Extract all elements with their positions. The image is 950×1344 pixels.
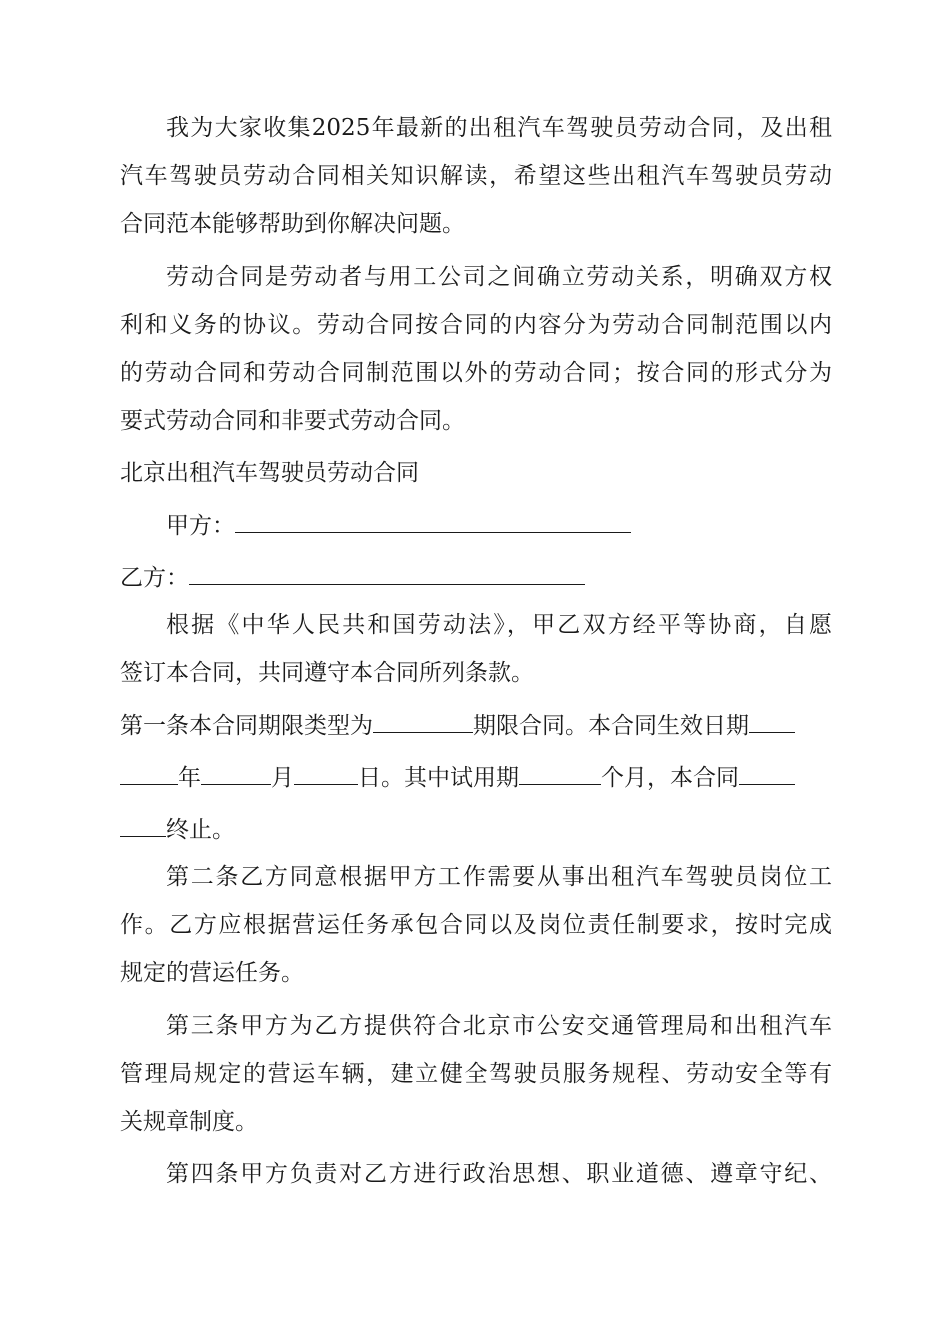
intro-p2-line-3: 的劳动合同和劳动合同制范围以外的劳动合同；按合同的形式分为 [120, 360, 832, 386]
article-1-line-2 [120, 762, 832, 793]
article-4-line-1: 第四条甲方负责对乙方进行政治思想、职业道德、遵章守纪、 [166, 1161, 832, 1187]
art1-text-a: 第一条本合同期限类型为 [120, 713, 373, 739]
end-date-blank [739, 762, 795, 785]
effective-date-blank [749, 710, 795, 733]
probation-blank [519, 762, 601, 785]
article-1-line-3 [120, 814, 832, 845]
party-a-line [166, 510, 832, 541]
party-b-blank [189, 562, 585, 585]
party-b-line [120, 562, 832, 593]
article-2-line-3: 规定的营运任务。 [120, 960, 304, 986]
party-a-label: 甲方： [166, 513, 235, 539]
end-label: 终止。 [166, 817, 235, 843]
party-a-blank [235, 510, 631, 533]
contract-type-blank [373, 710, 473, 733]
intro-p2-line-1: 劳动合同是劳动者与用工公司之间确立劳动关系，明确双方权 [166, 264, 832, 290]
preamble-line-2: 签订本合同，共同遵守本合同所列条款。 [120, 660, 534, 686]
month-label: 月 [271, 765, 294, 791]
year-blank [120, 762, 178, 785]
article-1-line-1 [120, 710, 832, 741]
article-3-line-3: 关规章制度。 [120, 1109, 258, 1135]
intro-p1-line-1: 我为大家收集2025年最新的出租汽车驾驶员劳动合同，及出租 [166, 115, 832, 141]
day-label: 日。其中试用期 [358, 765, 519, 791]
day-blank [294, 762, 358, 785]
year-label: 年 [178, 765, 201, 791]
end-date-blank-cont [120, 814, 166, 837]
party-b-label: 乙方： [120, 565, 189, 591]
intro-p2-line-4: 要式劳动合同和非要式劳动合同。 [120, 408, 465, 434]
months-label: 个月，本合同 [601, 765, 739, 791]
intro-p1-line-2: 汽车驾驶员劳动合同相关知识解读，希望这些出租汽车驾驶员劳动 [120, 163, 832, 189]
intro-p1-line-3: 合同范本能够帮助到你解决问题。 [120, 211, 465, 237]
intro-p2-line-2: 利和义务的协议。劳动合同按合同的内容分为劳动合同制范围以内 [120, 312, 832, 338]
article-2-line-2: 作。乙方应根据营运任务承包合同以及岗位责任制要求，按时完成 [120, 912, 832, 938]
contract-title: 北京出租汽车驾驶员劳动合同 [120, 460, 419, 486]
article-3-line-2: 管理局规定的营运车辆，建立健全驾驶员服务规程、劳动安全等有 [120, 1061, 832, 1087]
month-blank [201, 762, 271, 785]
preamble-line-1: 根据《中华人民共和国劳动法》，甲乙双方经平等协商，自愿 [166, 612, 832, 638]
article-2-line-1: 第二条乙方同意根据甲方工作需要从事出租汽车驾驶员岗位工 [166, 864, 832, 890]
art1-text-b: 期限合同。本合同生效日期 [473, 713, 749, 739]
article-3-line-1: 第三条甲方为乙方提供符合北京市公安交通管理局和出租汽车 [166, 1013, 832, 1039]
